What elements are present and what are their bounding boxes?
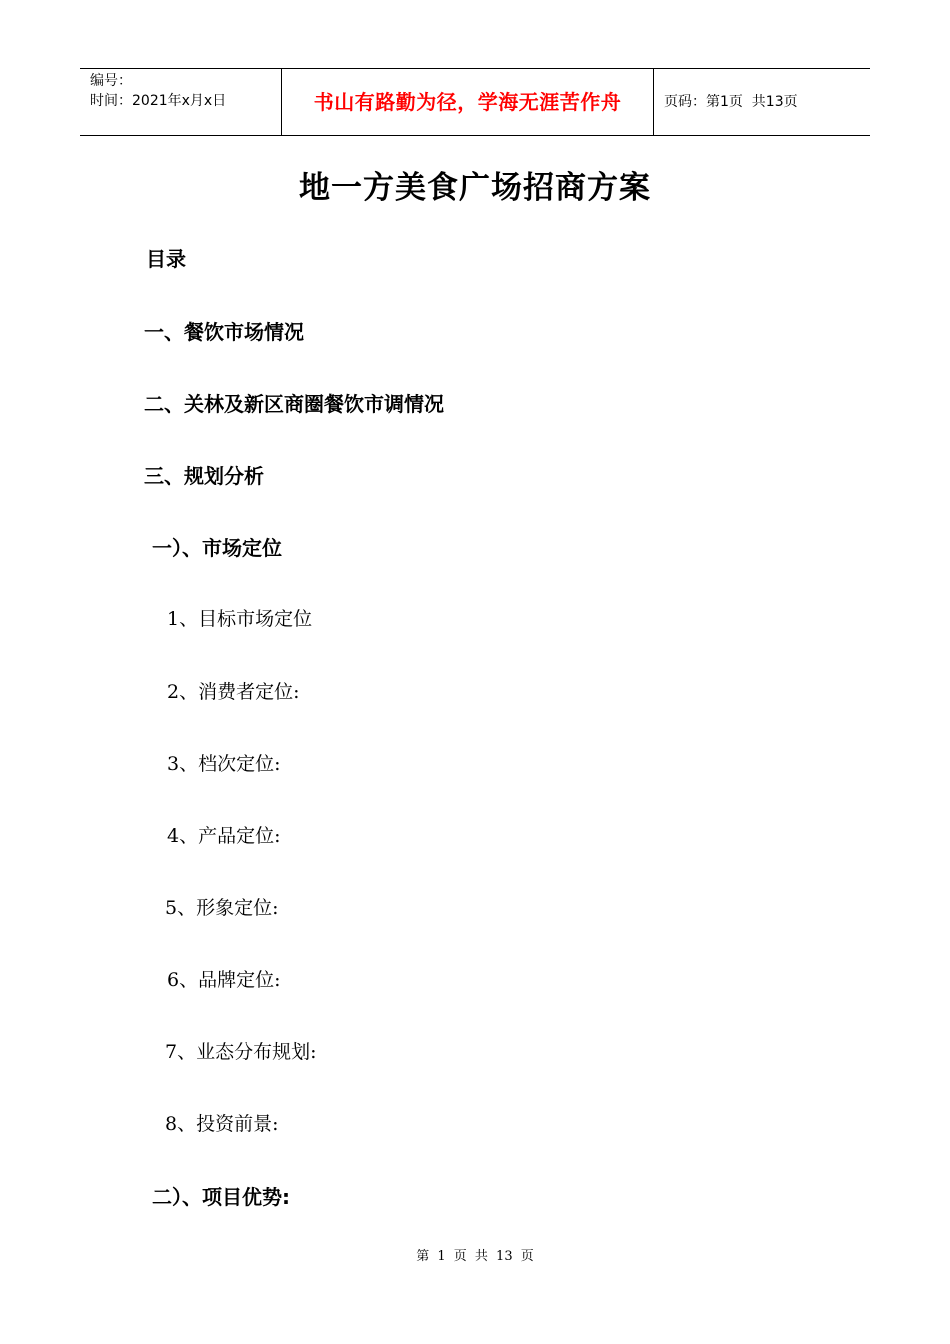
toc-item: 8、投资前景: — [165, 1113, 279, 1135]
subsection-heading: 二）、项目优势: — [152, 1185, 290, 1209]
page-footer: 第 1 页 共 13 页 — [416, 1249, 534, 1264]
section-heading: 三、规划分析 — [144, 464, 264, 488]
header-page-info — [654, 69, 870, 135]
section-heading: 一、餐饮市场情况 — [144, 320, 304, 344]
toc-item: 5、形象定位: — [165, 897, 279, 919]
toc-item: 4、产品定位: — [167, 825, 281, 847]
subsection-heading: 一）、市场定位 — [152, 536, 282, 560]
toc-heading: 目录 — [146, 247, 186, 271]
header-time: 时间：2021年x月x日 — [90, 93, 227, 109]
header-number: 编号： — [90, 73, 132, 89]
document-title: 地一方美食广场招商方案 — [299, 170, 651, 206]
header-meta — [80, 69, 281, 135]
toc-item: 3、档次定位: — [167, 753, 281, 775]
document-header — [80, 68, 870, 136]
toc-item: 6、品牌定位: — [167, 969, 281, 991]
toc-item: 2、消费者定位: — [167, 681, 300, 703]
header-page-text: 页码：第1页 共13页 — [664, 94, 798, 110]
toc-item: 7、业态分布规划: — [165, 1041, 317, 1063]
section-heading: 二、关林及新区商圈餐饮市调情况 — [144, 392, 444, 416]
header-motto: 书山有路勤为径，学海无涯苦作舟 — [281, 69, 654, 135]
toc-item: 1、目标市场定位 — [167, 608, 313, 630]
